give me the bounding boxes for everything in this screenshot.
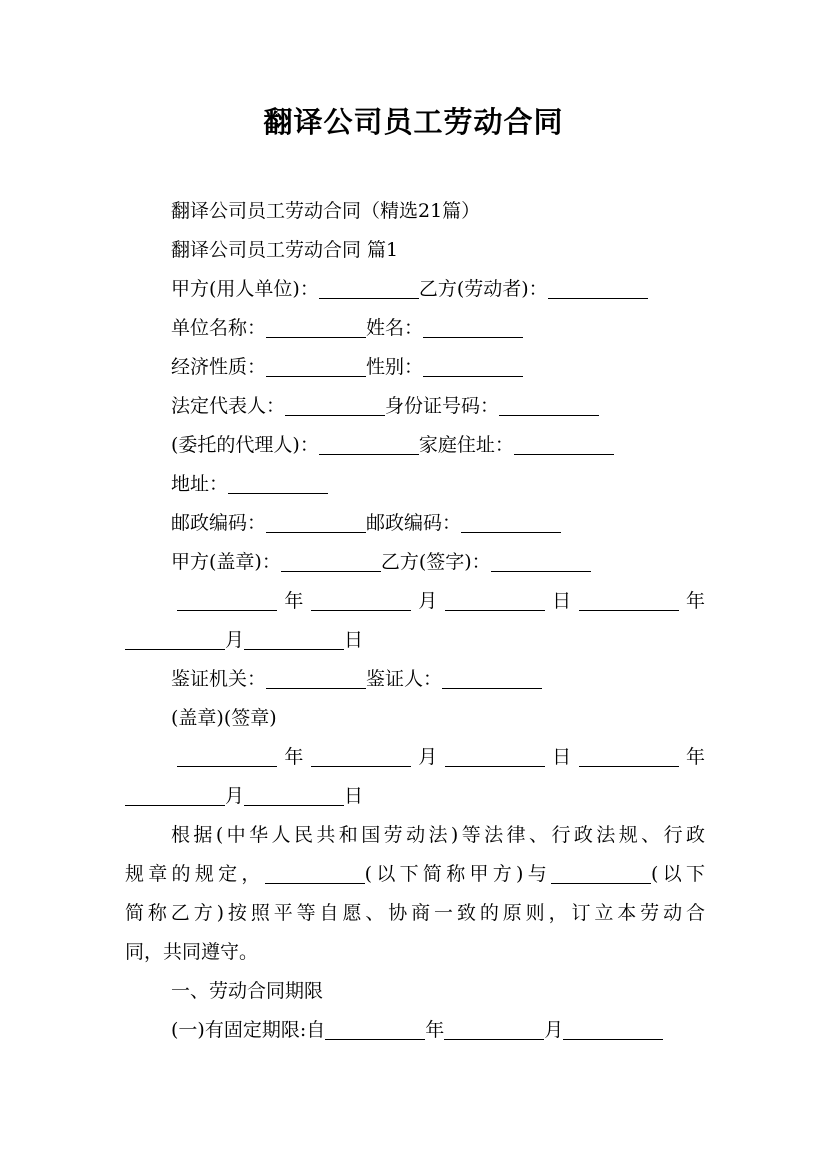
para1-text-2b: (以下简称甲方)与	[364, 863, 552, 885]
party-a-blank	[319, 274, 419, 299]
date-blank	[244, 625, 344, 650]
fixed-term-label: (一)有固定期限:	[171, 1019, 307, 1041]
subtitle-line	[125, 192, 705, 231]
subtitle: 翻译公司员工劳动合同（精选21篇）	[171, 200, 481, 222]
witness-blank	[442, 664, 542, 689]
agent-label: (委托的代理人)：	[171, 434, 319, 456]
name-label: 姓名：	[366, 317, 424, 339]
date-blank	[445, 586, 545, 611]
authority-line	[125, 660, 705, 699]
para1-text-4: 同，共同遵守。	[125, 941, 259, 963]
seal-sign-note-line	[125, 699, 705, 738]
postcode-a-label: 邮政编码：	[171, 512, 267, 534]
fixed-term-month-blank	[444, 1015, 544, 1040]
party-b-sign-label: 乙方(签字)：	[380, 551, 491, 573]
date-month: 月	[225, 785, 245, 807]
date-month: 月	[410, 590, 445, 612]
date-blank	[579, 742, 679, 767]
economic-nature-line	[125, 348, 705, 387]
unit-name-line	[125, 309, 705, 348]
home-address-label: 家庭住址：	[418, 434, 514, 456]
date-month: 月	[225, 629, 245, 651]
party-b-blank	[548, 274, 648, 299]
document-title: 翻译公司员工劳动合同	[263, 105, 564, 139]
date-blank	[125, 625, 225, 650]
date-day: 日	[344, 629, 364, 651]
home-address-blank	[514, 430, 614, 455]
agent-line	[125, 426, 705, 465]
fixed-term-line	[125, 1011, 705, 1050]
fixed-term-month: 月	[544, 1019, 564, 1041]
fixed-term-from: 自	[306, 1019, 326, 1041]
address-line	[125, 465, 705, 504]
gender-blank	[423, 352, 523, 377]
party-a-seal-label: 甲方(盖章)：	[171, 551, 281, 573]
para1-line-3	[125, 894, 705, 933]
date-blank	[311, 586, 411, 611]
date-line-2a	[125, 738, 705, 777]
id-number-label: 身份证号码：	[385, 395, 500, 417]
date-blank	[579, 586, 679, 611]
date-month: 月	[410, 746, 445, 768]
postcode-line	[125, 504, 705, 543]
date-blank	[177, 742, 277, 767]
para1-line-2	[125, 855, 705, 894]
fixed-term-year: 年	[425, 1019, 445, 1041]
section-heading: 翻译公司员工劳动合同 篇1	[171, 239, 399, 261]
fixed-term-day-blank	[563, 1015, 663, 1040]
economic-nature-blank	[266, 352, 366, 377]
party-line	[125, 270, 705, 309]
postcode-b-label: 邮政编码：	[366, 512, 462, 534]
date-blank	[177, 586, 277, 611]
date-blank	[445, 742, 545, 767]
address-label: 地址：	[171, 473, 229, 495]
name-blank	[423, 313, 523, 338]
party-b-name-blank	[551, 859, 651, 884]
date-line-1a	[125, 582, 705, 621]
legal-rep-blank	[285, 391, 385, 416]
address-blank	[228, 469, 328, 494]
party-a-name-blank	[265, 859, 365, 884]
date-line-2b	[125, 777, 705, 816]
date-blank	[125, 781, 225, 806]
date-day: 日	[344, 785, 364, 807]
gender-label: 性别：	[366, 356, 424, 378]
date-line-1b	[125, 621, 705, 660]
legal-rep-line	[125, 387, 705, 426]
para1-text-2c: (以下	[651, 863, 705, 885]
agent-blank	[319, 430, 419, 455]
section-heading-line	[125, 231, 705, 270]
seal-sign-line	[125, 543, 705, 582]
unit-name-label: 单位名称：	[171, 317, 267, 339]
para1-line-1	[125, 816, 705, 855]
term-heading-line	[125, 972, 705, 1011]
document-body	[125, 192, 705, 1050]
date-day: 日	[544, 746, 579, 768]
para1-text-2a: 规章的规定，	[125, 863, 265, 885]
date-blank	[311, 742, 411, 767]
witness-label: 鉴证人：	[366, 668, 443, 690]
party-b-sign-blank	[491, 547, 591, 572]
date-day: 日	[544, 590, 579, 612]
term-heading: 一、劳动合同期限	[171, 980, 324, 1002]
para1-text-1: 根据(中华人民共和国劳动法)等法律、行政法规、行政	[171, 824, 705, 846]
date-year: 年	[678, 590, 705, 612]
fixed-term-year-blank	[325, 1015, 425, 1040]
para1-line-4	[125, 933, 705, 972]
date-year: 年	[678, 746, 705, 768]
date-year: 年	[277, 746, 311, 768]
party-a-seal-blank	[281, 547, 381, 572]
date-blank	[244, 781, 344, 806]
postcode-a-blank	[266, 508, 366, 533]
party-a-label: 甲方(用人单位)：	[171, 278, 319, 300]
para1-text-3: 简称乙方)按照平等自愿、协商一致的原则，订立本劳动合	[125, 902, 705, 924]
unit-name-blank	[266, 313, 366, 338]
economic-nature-label: 经济性质：	[171, 356, 267, 378]
seal-sign-note: (盖章)(签章)	[171, 707, 277, 729]
date-year: 年	[277, 590, 311, 612]
id-number-blank	[499, 391, 599, 416]
party-b-label: 乙方(劳动者)：	[418, 278, 548, 300]
legal-rep-label: 法定代表人：	[171, 395, 286, 417]
authority-blank	[266, 664, 366, 689]
authority-label: 鉴证机关：	[171, 668, 267, 690]
postcode-b-blank	[461, 508, 561, 533]
